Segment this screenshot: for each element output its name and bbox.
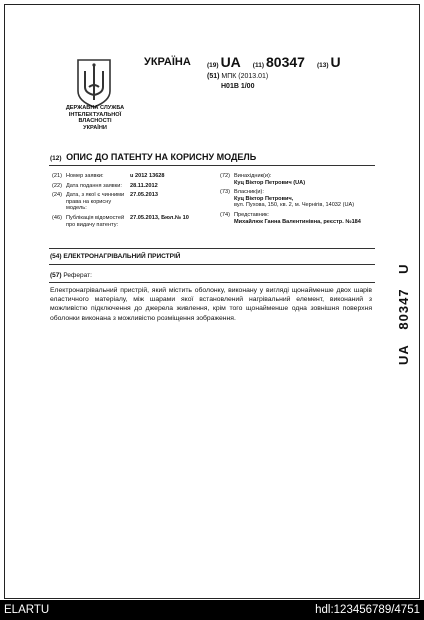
code-51: (51) (207, 73, 220, 80)
code-11: (11) (252, 62, 264, 69)
patent-page (4, 4, 420, 599)
field-filing-date: (22) Дата подання заявки: 28.11.2012 (52, 182, 158, 189)
field-application-number: (21) Номер заявки: u 2012 13628 (52, 173, 165, 179)
field-inventor: (72) Винахідник(и): Куц Віктор Петрович (UA) (220, 173, 306, 186)
ipc-class: H01B 1/00 (221, 82, 255, 90)
divider (49, 282, 375, 283)
field-owner: (73) Власник(и): Куц Віктор Петрович, вул. Пухова, 150, кв. 2, м. Чернігів, 14032 (UA) (220, 189, 355, 209)
patent-number: 80347 (266, 54, 305, 70)
country-name: УКРАЇНА (144, 56, 191, 68)
field-publication: (46) Публікація відомостей про видачу патенту: 27.05.2013, Бюл.№ 10 (52, 214, 189, 228)
invention-title: (54) ЕЛЕКТРОНАГРІВАЛЬНИЙ ПРИСТРІЙ (50, 253, 181, 260)
field-effective-date: (24) Дата, з якої є чинними права на корисну модель: 27.05.2013 (52, 192, 158, 212)
code-19: (19) (207, 62, 219, 69)
abstract-heading: (57) Реферат: (50, 272, 92, 279)
bibliographic-fields-right (220, 173, 378, 228)
vertical-patent-code: UA 80347 U (396, 263, 411, 365)
divider (49, 248, 375, 249)
divider (49, 165, 375, 166)
patent-codes (207, 54, 353, 70)
code-13: (13) (316, 62, 329, 69)
document-title: (12) ОПИС ДО ПАТЕНТУ НА КОРИСНУ МОДЕЛЬ (50, 152, 257, 162)
abstract-text: Електронагрівальний пристрій, який містить оболонку, виконану у вигляді щонайменше двох шарів еластичного матеріалу, між шарами якої встановлений нагрівальний елемент, виконаний з можливістю підключення до джерела живлення, крім того щонайменше одна зовнішня поверхня оболонки виконана з можливістю розміщення зображення. (50, 287, 372, 322)
ipc-label: МПК (2013.01) (221, 73, 269, 80)
agency-name: ДЕРЖАВНА СЛУЖБА ІНТЕЛЕКТУАЛЬНОЇ ВЛАСНОСТІ УКРАЇНИ (65, 105, 125, 131)
ipc-classification (207, 72, 268, 91)
country-code: UA (220, 54, 241, 70)
footer-handle: hdl:123456789/4751 (315, 604, 420, 616)
bibliographic-fields-left (52, 173, 218, 231)
footer-repository: ELARTU (4, 604, 50, 616)
kind-code: U (330, 54, 341, 70)
trident-emblem-icon (74, 57, 114, 109)
field-representative: (74) Представник: Михайлюк Ганна Валентинівна, реєстр. №184 (220, 211, 361, 225)
divider (49, 264, 375, 265)
footer-bar (0, 600, 424, 620)
